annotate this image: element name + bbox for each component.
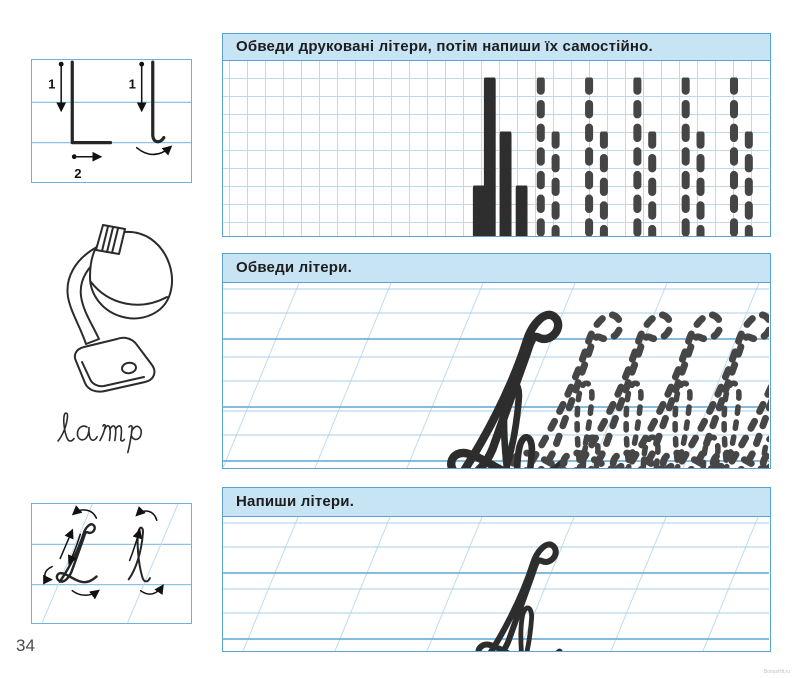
stroke-number: 1	[128, 76, 136, 92]
section-header	[223, 34, 770, 61]
trace-letter-L	[637, 80, 702, 236]
stroke-number: 1	[48, 76, 56, 92]
trace-letter-L	[686, 80, 751, 236]
lamp-cap	[96, 225, 125, 254]
vocab-word-lamp	[50, 408, 165, 460]
guide-line	[223, 283, 299, 468]
lamp-illustration	[40, 212, 190, 404]
watermark: BonusHit.ru	[763, 669, 790, 675]
guide-line	[243, 517, 298, 651]
lamp-base	[75, 338, 155, 392]
write-practice-area	[223, 517, 769, 651]
guide-line	[703, 517, 758, 651]
print-stroke-diagram	[32, 60, 191, 182]
cursive-stroke-diagram	[32, 504, 191, 623]
cursive-word-path	[58, 413, 141, 452]
guide-line	[335, 517, 390, 651]
section-header	[223, 254, 770, 283]
guide-line	[611, 517, 666, 651]
section-header	[223, 488, 770, 517]
ruled-lines	[32, 102, 191, 142]
section-header-text: Обведи літери.	[236, 259, 352, 276]
stroke-arrow-L-down	[48, 62, 63, 111]
page-number: 34	[16, 636, 35, 655]
cursive-word-lamp	[50, 408, 165, 460]
section-print-practice	[222, 33, 771, 237]
stroke-arrow-L-across	[72, 154, 101, 181]
section-header-text: Напиши літери.	[236, 493, 355, 510]
section-write-practice	[222, 487, 771, 652]
trace-letter-L	[589, 80, 654, 236]
stroke-number: 2	[74, 165, 82, 181]
trace-letter-L	[541, 80, 606, 236]
guide-line	[315, 283, 391, 468]
stroke-arrow-l-down	[129, 62, 144, 111]
guide-line	[407, 283, 483, 468]
desk-lamp-drawing	[40, 212, 190, 404]
trace-practice-area	[223, 283, 769, 468]
guide-line	[427, 517, 482, 651]
section-header-text: Обведи друковані літери, потім напиши їх самостійно.	[236, 38, 653, 55]
print-letter-stroke-guide	[31, 59, 192, 183]
ruled-lines	[32, 504, 191, 623]
print-practice-area	[223, 61, 769, 236]
cursive-letter-stroke-guide	[31, 503, 192, 624]
section-trace-practice	[222, 253, 771, 469]
stroke-arrow-l-hook	[137, 147, 171, 155]
